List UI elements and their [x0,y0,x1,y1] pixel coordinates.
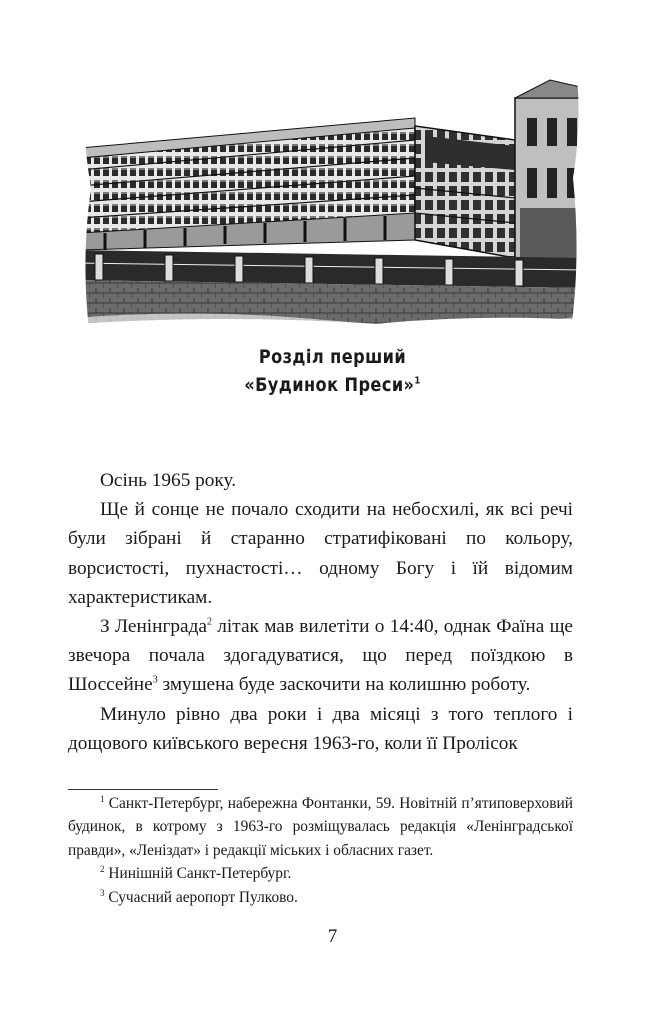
footnote-3 [68,886,573,909]
paragraph-4: Минуло рівно два роки і два місяці з того теплого і дощового київського вересня 1963-го, коли її Пролісок [68,703,573,754]
paragraph-1: Осінь 1965 року. [100,470,237,491]
footnote-divider [68,789,218,790]
footnote-2 [68,862,573,885]
paragraph-2: Ще й сонце не почало сходити на небосхилі, як всі речі були зібрані й старанно стратифіковані по кольору, ворсистості, пухнастості… одному Богу і їй відомим характеристикам. [68,499,573,608]
paragraph-3-part-a: З Ленінграда [100,616,207,638]
building-illustration [75,58,585,330]
footnote-ref-2: 2 [206,616,212,628]
paragraph-3-part-b: літак мав вилетіти о 14:40, однак Фаїна ще звечора почала здогадуватися, що перед поїздкою в Шоссейне [68,616,573,696]
footnote-text: Сучасний аеропорт Пулково. [104,888,298,906]
paragraph-3 [68,612,573,700]
footnote-number: 3 [100,887,105,898]
footnote-ref-1: 1 [414,375,421,387]
chapter-subtitle-text: «Будинок Преси» [244,374,415,396]
paragraph-3-part-c: змушена буде заскочити на колишню роботу. [157,674,531,696]
body-text [68,466,573,758]
page-number: 7 [327,926,338,947]
footnote-number: 1 [100,793,105,804]
footnote-ref-3: 3 [152,675,158,686]
footnote-text: Санкт-Петербург, набережна Фонтанки, 59. Новітній п’ятиповерховий будинок, в котрому з 1963-го розміщувалась редакція «Ленінградської правди», «Леніздат» і редакції міських і обласних газет. [68,795,573,859]
footnote-number: 2 [100,864,105,875]
chapter-title: Розділ перший [258,346,407,368]
chapter-subtitle [50,374,615,396]
footnote-text: Нинішній Санкт-Петербург. [104,865,292,883]
footnotes [68,792,573,909]
footnote-1 [68,792,573,862]
